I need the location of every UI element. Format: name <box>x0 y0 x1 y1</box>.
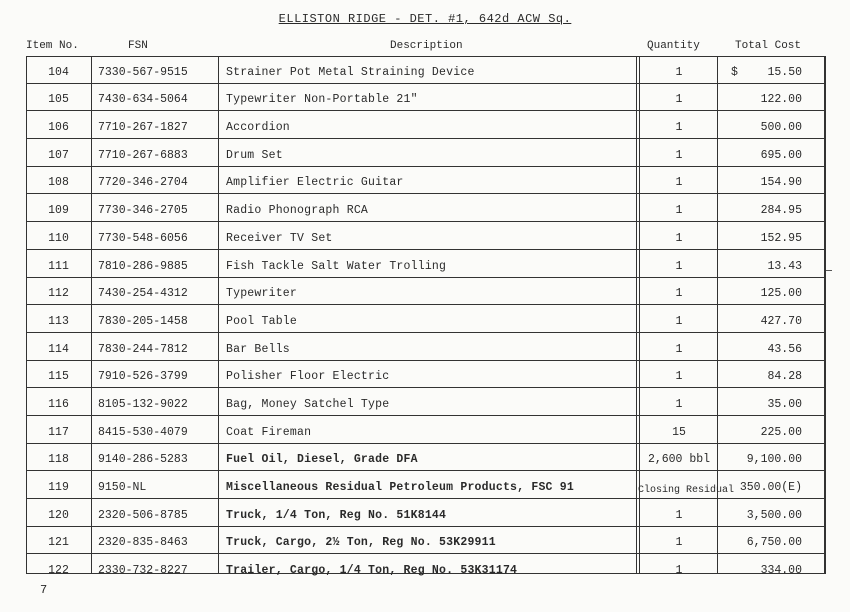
item-total-cost: 500.00 <box>760 121 802 135</box>
table-row <box>26 554 826 581</box>
fsn-code: 2330-732-8227 <box>98 564 188 578</box>
item-quantity: 1 <box>675 536 683 550</box>
fsn-code: 7430-634-5064 <box>98 93 188 107</box>
table-row <box>26 139 826 167</box>
item-total-cost: 122.00 <box>760 93 802 107</box>
table-row <box>26 499 826 527</box>
item-quantity: 1 <box>675 508 683 522</box>
item-number: 108 <box>48 176 69 190</box>
item-quantity: 1 <box>675 65 683 79</box>
item-total-cost: 35.00 <box>767 397 802 411</box>
column-header-fsn: FSN <box>128 40 148 52</box>
table-row <box>26 388 826 416</box>
item-total-cost: 225.00 <box>760 425 802 439</box>
fsn-code: 7430-254-4312 <box>98 287 188 301</box>
item-quantity: 1 <box>675 121 683 135</box>
column-header-quantity: Quantity <box>647 40 700 52</box>
table-row <box>26 167 826 195</box>
item-number: 106 <box>48 121 69 135</box>
inventory-table-body <box>26 56 826 581</box>
item-description: Truck, 1/4 Ton, Reg No. 51K8144 <box>226 508 447 522</box>
fsn-code: 8415-530-4079 <box>98 425 188 439</box>
item-quantity: 2,600 bbl <box>647 453 711 467</box>
item-description: Miscellaneous Residual Petroleum Products, FSC 91 <box>226 481 574 494</box>
page-number: 7 <box>40 583 48 597</box>
item-number: 110 <box>48 231 69 245</box>
item-total-cost: 43.56 <box>767 342 802 356</box>
fsn-code: 7720-346-2704 <box>98 176 188 190</box>
fsn-code: 9150-NL <box>98 481 147 494</box>
column-header-total-cost: Total Cost <box>735 40 802 52</box>
item-quantity: Closing Residual <box>638 485 735 496</box>
table-row <box>26 527 826 555</box>
item-description: Bag, Money Satchel Type <box>226 397 390 411</box>
item-quantity: 1 <box>675 342 683 356</box>
table-row <box>26 471 826 499</box>
item-description: Strainer Pot Metal Straining Device <box>226 65 475 79</box>
item-number: 119 <box>48 481 69 494</box>
fsn-code: 7730-548-6056 <box>98 231 188 245</box>
item-quantity: 1 <box>675 204 683 218</box>
item-number: 120 <box>48 508 69 522</box>
item-total-cost: 284.95 <box>760 204 802 218</box>
item-description: Fuel Oil, Diesel, Grade DFA <box>226 453 418 467</box>
item-quantity: 1 <box>675 314 683 328</box>
fsn-code: 7710-267-6883 <box>98 148 188 162</box>
table-row <box>26 222 826 250</box>
item-quantity: 1 <box>675 564 683 578</box>
item-number: 111 <box>48 259 69 273</box>
item-total-cost: 13.43 <box>767 259 802 273</box>
item-total-cost: 695.00 <box>760 148 802 162</box>
fsn-code: 7330-567-9515 <box>98 65 188 79</box>
item-description: Polisher Floor Electric <box>226 370 390 384</box>
item-description: Bar Bells <box>226 342 290 356</box>
table-row <box>26 361 826 389</box>
item-quantity: 1 <box>675 148 683 162</box>
item-number: 114 <box>48 342 69 356</box>
fsn-code: 7910-526-3799 <box>98 370 188 384</box>
margin-mark <box>826 270 832 271</box>
fsn-code: 7710-267-1827 <box>98 121 188 135</box>
item-total-cost: 9,100.00 <box>746 453 802 467</box>
fsn-code: 9140-286-5283 <box>98 453 188 467</box>
item-total-cost: 84.28 <box>767 370 802 384</box>
currency-symbol: $ <box>731 65 738 79</box>
item-total-cost: 350.00(E) <box>739 481 802 494</box>
item-description: Typewriter Non-Portable 21" <box>226 93 418 107</box>
table-row <box>26 194 826 222</box>
table-row <box>26 278 826 306</box>
fsn-code: 7730-346-2705 <box>98 204 188 218</box>
item-quantity: 1 <box>675 176 683 190</box>
fsn-code: 8105-132-9022 <box>98 397 188 411</box>
item-quantity: 1 <box>675 370 683 384</box>
item-number: 115 <box>48 370 69 384</box>
item-quantity: 15 <box>672 425 686 439</box>
item-description: Typewriter <box>226 287 298 301</box>
fsn-code: 2320-506-8785 <box>98 508 188 522</box>
item-total-cost: 427.70 <box>760 314 802 328</box>
item-description: Drum Set <box>226 148 283 162</box>
item-description: Truck, Cargo, 2½ Ton, Reg No. 53K29911 <box>226 536 496 550</box>
item-description: Receiver TV Set <box>226 231 333 245</box>
item-description: Accordion <box>226 121 290 135</box>
item-number: 105 <box>48 93 69 107</box>
item-number: 121 <box>48 536 69 550</box>
table-row <box>26 250 826 278</box>
table-row <box>26 84 826 112</box>
column-header-item-no: Item No. <box>26 40 79 52</box>
fsn-code: 7830-244-7812 <box>98 342 188 356</box>
item-total-cost: 15.50 <box>767 65 802 79</box>
fsn-code: 7810-286-9885 <box>98 259 188 273</box>
item-description: Trailer, Cargo, 1/4 Ton, Reg No. 53K31174 <box>226 564 518 578</box>
item-quantity: 1 <box>675 231 683 245</box>
item-description: Fish Tackle Salt Water Trolling <box>226 259 447 273</box>
table-row <box>26 305 826 333</box>
item-total-cost: 125.00 <box>760 287 802 301</box>
table-row <box>26 111 826 139</box>
item-number: 107 <box>48 148 69 162</box>
document-title: ELLISTON RIDGE - DET. #1, 642d ACW Sq. <box>278 12 572 26</box>
item-number: 113 <box>48 314 69 328</box>
item-number: 118 <box>48 453 69 467</box>
table-row <box>26 56 826 84</box>
item-total-cost: 152.95 <box>760 231 802 245</box>
item-number: 117 <box>48 425 69 439</box>
item-description: Pool Table <box>226 314 298 328</box>
fsn-code: 7830-205-1458 <box>98 314 188 328</box>
table-row <box>26 333 826 361</box>
table-row <box>26 444 826 472</box>
item-quantity: 1 <box>675 93 683 107</box>
item-quantity: 1 <box>675 259 683 273</box>
item-number: 116 <box>48 397 69 411</box>
item-quantity: 1 <box>675 397 683 411</box>
item-total-cost: 3,500.00 <box>746 508 802 522</box>
item-number: 122 <box>48 564 69 578</box>
item-number: 109 <box>48 204 69 218</box>
item-total-cost: 334.00 <box>760 564 802 578</box>
fsn-code: 2320-835-8463 <box>98 536 188 550</box>
item-description: Coat Fireman <box>226 425 312 439</box>
item-description: Radio Phonograph RCA <box>226 204 369 218</box>
item-total-cost: 154.90 <box>760 176 802 190</box>
column-header-description: Description <box>390 40 463 52</box>
table-row <box>26 416 826 444</box>
item-description: Amplifier Electric Guitar <box>226 176 404 190</box>
item-number: 104 <box>48 65 69 79</box>
item-quantity: 1 <box>675 287 683 301</box>
item-number: 112 <box>48 287 69 301</box>
item-total-cost: 6,750.00 <box>746 536 802 550</box>
